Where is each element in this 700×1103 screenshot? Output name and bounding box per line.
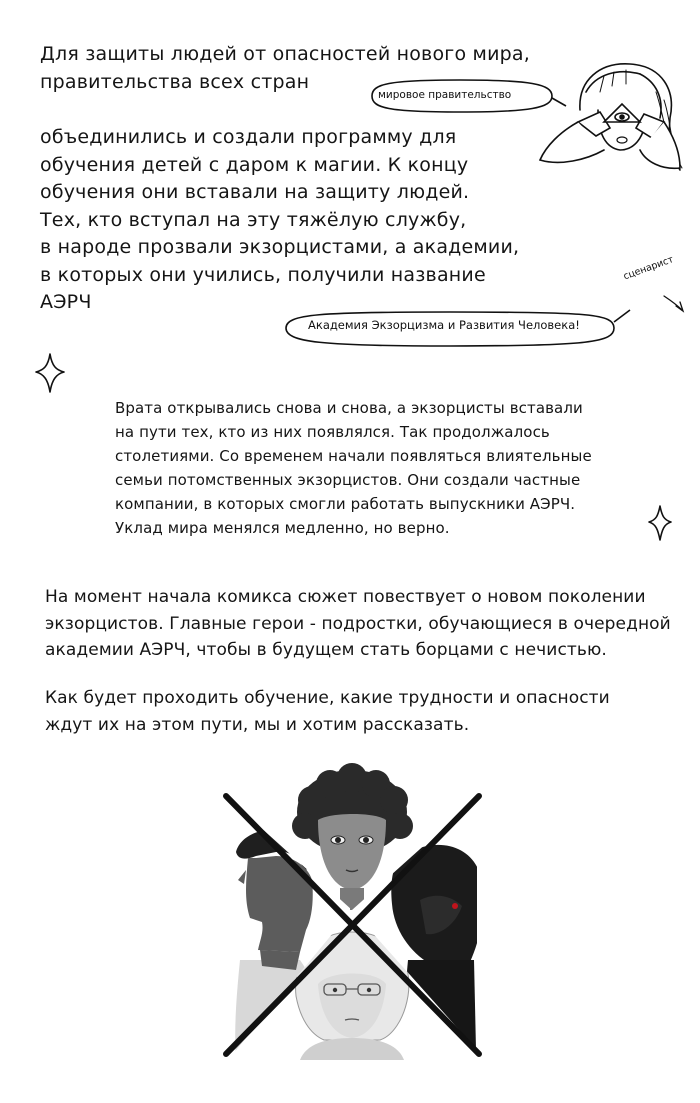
middle-line-4: семьи потомственных экзорцистов. Они создали частные <box>115 471 581 489</box>
intro2-line-7: АЭРЧ <box>40 291 92 313</box>
intro-line-2: правительства всех стран <box>40 71 310 93</box>
intro2-line-4: Тех, кто вступал на эту тяжёлую службу, <box>40 208 467 231</box>
intro2-line-5: в народе прозвали экзорцистами, а академии, <box>40 236 520 258</box>
bottom1-line-3: академии АЭРЧ, чтобы в будущем стать борцами с нечистью. <box>45 640 607 660</box>
bottom2-line-2: ждут их на этом пути, мы и хотим рассказать. <box>45 714 470 735</box>
bubble-academy-text: Академия Экзорцизма и Развития Человека! <box>308 318 580 332</box>
writer-label: сценарист <box>622 254 676 283</box>
intro2-line-3: обучения они вставали на защиту людей. <box>40 181 470 203</box>
bubble-world-government-text: мировое правительство <box>378 89 512 101</box>
intro2-line-1: объединились и создали программу для <box>40 126 457 148</box>
middle-line-3: столетиями. Со временем начали появляться влиятельные <box>115 447 592 465</box>
middle-line-1: Врата открывались снова и снова, а экзорцисты вставали <box>115 399 583 417</box>
intro-line-1: Для защиты людей от опасностей нового мира, <box>40 43 530 65</box>
middle-line-2: на пути тех, кто из них появлялся. Так продолжалось <box>115 423 550 441</box>
intro2-line-6: в которых они учились, получили название <box>40 263 486 286</box>
middle-line-6: Уклад мира менялся медленно, но верно. <box>115 519 450 537</box>
bottom1-line-1: На момент начала комикса сюжет повествует о новом поколении <box>45 587 646 607</box>
intro2-line-2: обучения детей с даром к магии. К концу <box>40 153 469 176</box>
bottom1-line-2: экзорцистов. Главные герои - подростки, обучающиеся в очередной <box>45 613 671 634</box>
bottom2-line-1: Как будет проходить обучение, какие трудности и опасности <box>45 688 610 708</box>
middle-line-5: компании, в которых смогли работать выпускники АЭРЧ. <box>115 495 576 513</box>
